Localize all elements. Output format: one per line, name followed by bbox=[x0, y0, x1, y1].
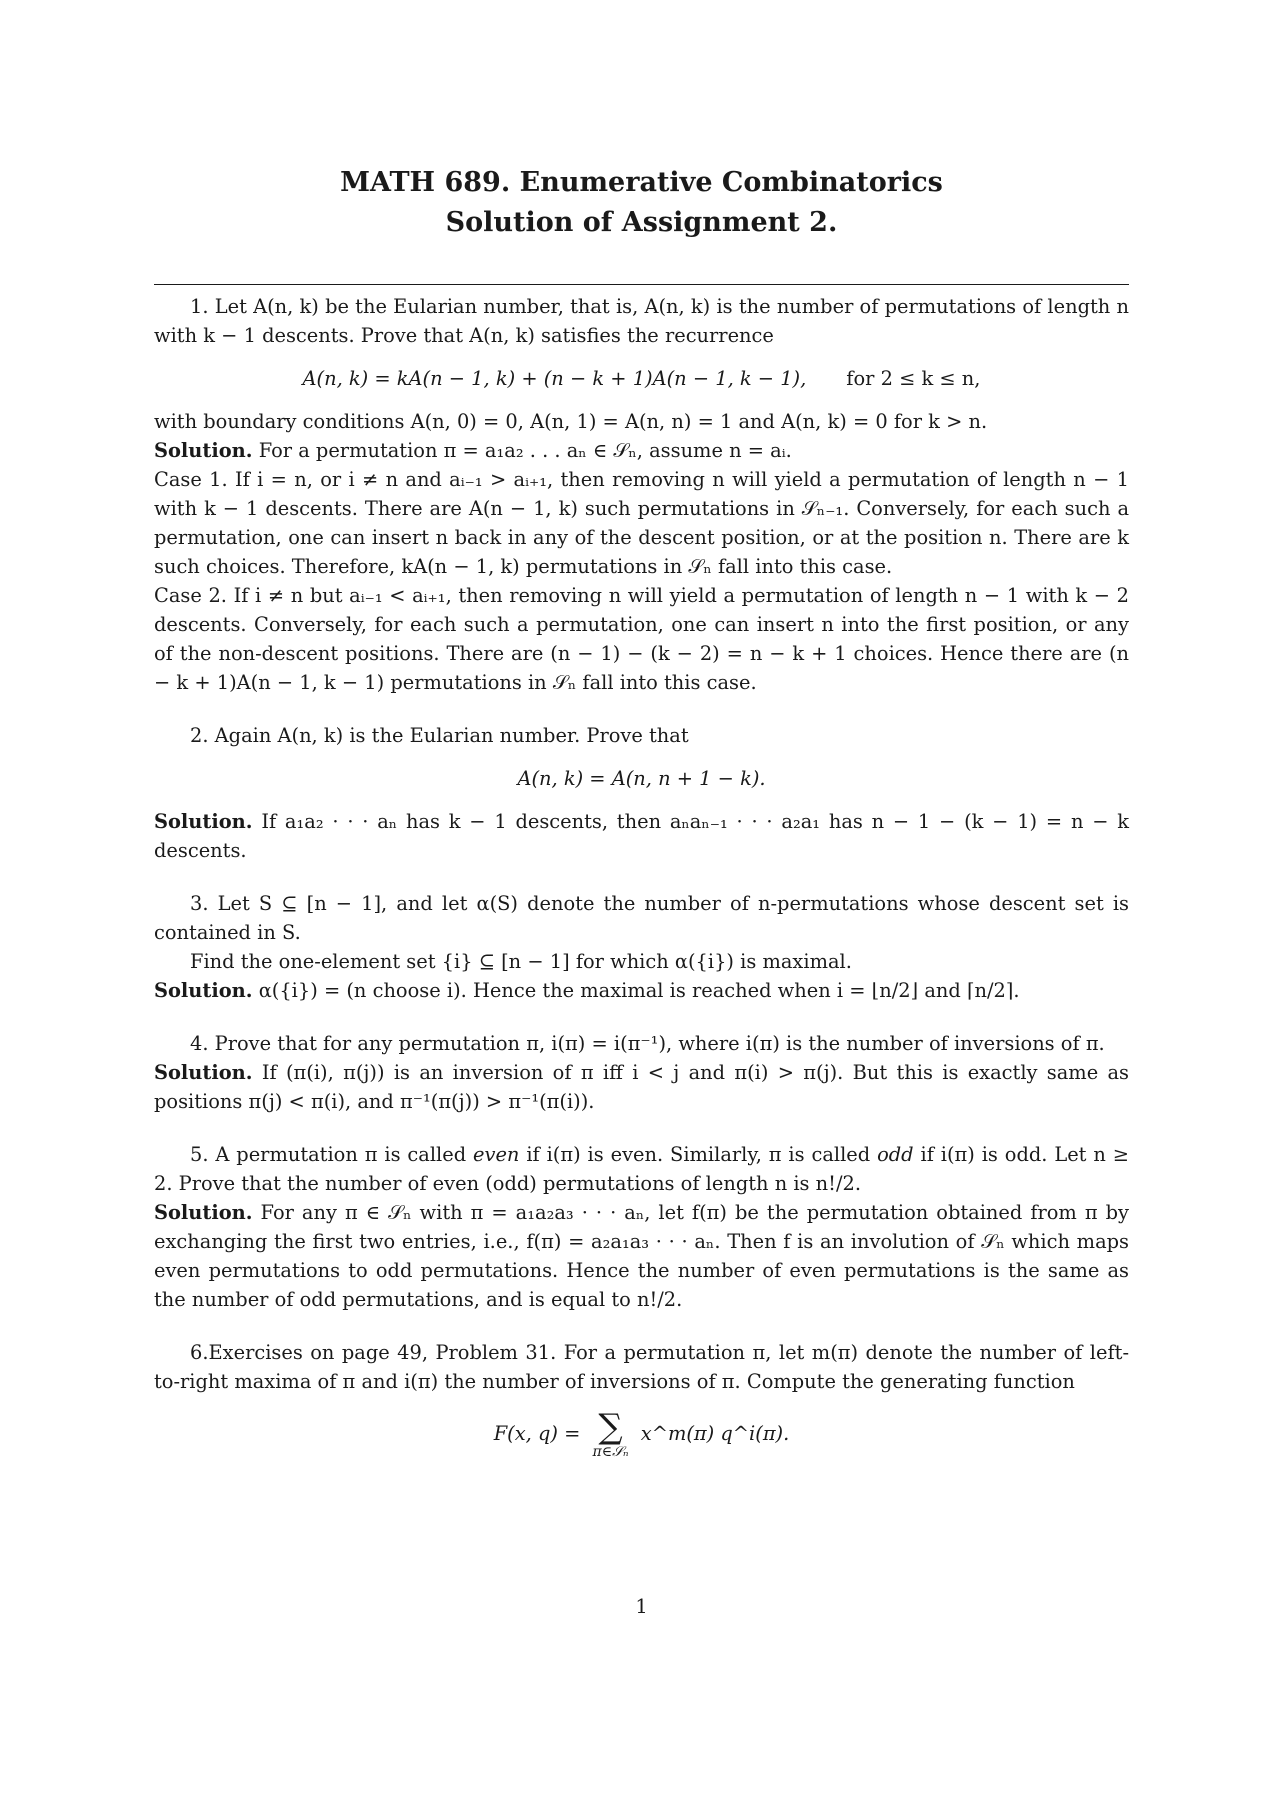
title-line-1: MATH 689. Enumerative Combinatorics bbox=[340, 167, 943, 198]
problem-6-statement: 6.Exercises on page 49, Problem 31. For a permutation π, let m(π) denote the number of left-to-right maxima of π and i(π) the number of inversions of π. Compute the generating function bbox=[154, 1341, 1129, 1393]
page bbox=[154, 0, 1129, 1811]
problem-4-solution bbox=[154, 1058, 1129, 1116]
statement-part: if i(π) is odd. Let n ≥ 2. Prove that the number of even (odd) permutations of length n is n!/2. bbox=[154, 1143, 1129, 1195]
recurrence-equation: A(n, k) = kA(n − 1, k) + (n − k + 1)A(n − 1, k − 1), bbox=[302, 367, 807, 390]
problem-1-solution bbox=[154, 436, 1129, 465]
problem-2-statement: 2. Again A(n, k) is the Eularian number. Prove that bbox=[190, 724, 689, 747]
problem-1-case-2: Case 2. If i ≠ n but aᵢ₋₁ < aᵢ₊₁, then removing n will yield a permutation of length n − 1 with k − 2 descents. Conversely, for each such a permutation, one can insert n into the first position, or any of the non-descent positions. There are (n − 1) − (k − 2) = n − k + 1 choices. Hence there are (n − k + 1)A(n − 1, k − 1) permutations in 𝒮ₙ fall into this case. bbox=[154, 584, 1129, 694]
summation bbox=[592, 1407, 629, 1460]
problem-5 bbox=[154, 1140, 1129, 1314]
horizontal-rule bbox=[154, 284, 1129, 285]
problem-4 bbox=[154, 1029, 1129, 1116]
problem-2-display: A(n, k) = A(n, n + 1 − k). bbox=[517, 767, 766, 790]
problem-4-statement: 4. Prove that for any permutation π, i(π) = i(π⁻¹), where i(π) is the number of inversions of π. bbox=[190, 1032, 1105, 1055]
solution-text: If a₁a₂ · · · aₙ has k − 1 descents, then aₙaₙ₋₁ · · · a₂a₁ has n − 1 − (k − 1) = n − k descents. bbox=[154, 810, 1129, 862]
problem-3 bbox=[154, 889, 1129, 1005]
problem-5-statement bbox=[154, 1140, 1129, 1198]
problem-1-statement: 1. Let A(n, k) be the Eularian number, that is, A(n, k) is the number of permutations of length n with k − 1 descents. Prove that A(n, k) satisfies the recurrence bbox=[154, 295, 1129, 347]
solution-text: α({i}) = (n choose i). Hence the maximal is reached when i = ⌊n/2⌋ and ⌈n/2⌉. bbox=[258, 979, 1020, 1002]
solution-label: Solution. bbox=[154, 439, 253, 462]
problem-5-solution bbox=[154, 1198, 1129, 1314]
problem-2 bbox=[154, 721, 1129, 865]
problem-1 bbox=[154, 292, 1129, 697]
page-number: 1 bbox=[635, 1595, 648, 1618]
problem-3-statement: 3. Let S ⊆ [n − 1], and let α(S) denote the number of n-permutations whose descent set is contained in S. bbox=[154, 892, 1129, 944]
problem-6 bbox=[154, 1338, 1129, 1460]
solution-label: Solution. bbox=[154, 1061, 253, 1084]
title-line-2: Solution of Assignment 2. bbox=[445, 207, 838, 238]
solution-text: For any π ∈ 𝒮ₙ with π = a₁a₂a₃ · · · aₙ, let f(π) be the permutation obtained from π by exchanging the first two entries, i.e., f(π) = a₂a₁a₃ · · · aₙ. Then f is an involution of 𝒮ₙ which maps even permutations to odd permutations. Hence the number of even permutations is the same as the number of odd permutations, and is equal to n!/2. bbox=[154, 1201, 1129, 1311]
sum-subscript: π∈𝒮ₙ bbox=[592, 1444, 629, 1460]
solution-text: If (π(i), π(j)) is an inversion of π iff i < j and π(i) > π(j). But this is exactly same as positions π(j) < π(i), and π⁻¹(π(j)) > π⁻¹(π(i)). bbox=[154, 1061, 1129, 1113]
odd-term: odd bbox=[877, 1143, 914, 1166]
solution-intro: For a permutation π = a₁a₂ . . . aₙ ∈ 𝒮ₙ, assume n = aᵢ. bbox=[258, 439, 792, 462]
statement-part: 5. A permutation π is called bbox=[190, 1143, 474, 1166]
gf-lhs: F(x, q) = bbox=[493, 1422, 581, 1445]
page-title bbox=[154, 163, 1129, 243]
problem-2-solution bbox=[154, 807, 1129, 865]
statement-part: if i(π) is even. Similarly, π is called bbox=[519, 1143, 878, 1166]
problem-3-task: Find the one-element set {i} ⊆ [n − 1] for which α({i}) is maximal. bbox=[190, 950, 852, 973]
problem-1-case-1: Case 1. If i = n, or i ≠ n and aᵢ₋₁ > aᵢ₊₁, then removing n will yield a permutation of length n − 1 with k − 1 descents. There are A(n − 1, k) such permutations in 𝒮ₙ₋₁. Conversely, for each such a permutation, one can insert n back in any of the descent position, or at the position n. There are k such choices. Therefore, kA(n − 1, k) permutations in 𝒮ₙ fall into this case. bbox=[154, 468, 1129, 578]
even-term: even bbox=[473, 1143, 520, 1166]
sum-symbol: ∑ bbox=[598, 1407, 623, 1447]
problem-1-boundary: with boundary conditions A(n, 0) = 0, A(n, 1) = A(n, n) = 1 and A(n, k) = 0 for k > n. bbox=[154, 410, 988, 433]
solution-label: Solution. bbox=[154, 979, 253, 1002]
solution-label: Solution. bbox=[154, 1201, 253, 1224]
recurrence-condition: for 2 ≤ k ≤ n, bbox=[846, 367, 981, 390]
problem-3-solution bbox=[154, 976, 1129, 1005]
document-body bbox=[154, 292, 1129, 1474]
problem-6-generating-function bbox=[154, 1407, 1129, 1460]
problem-1-recurrence bbox=[154, 364, 1129, 393]
gf-rhs: x^m(π) q^i(π). bbox=[640, 1422, 790, 1445]
solution-label: Solution. bbox=[154, 810, 253, 833]
